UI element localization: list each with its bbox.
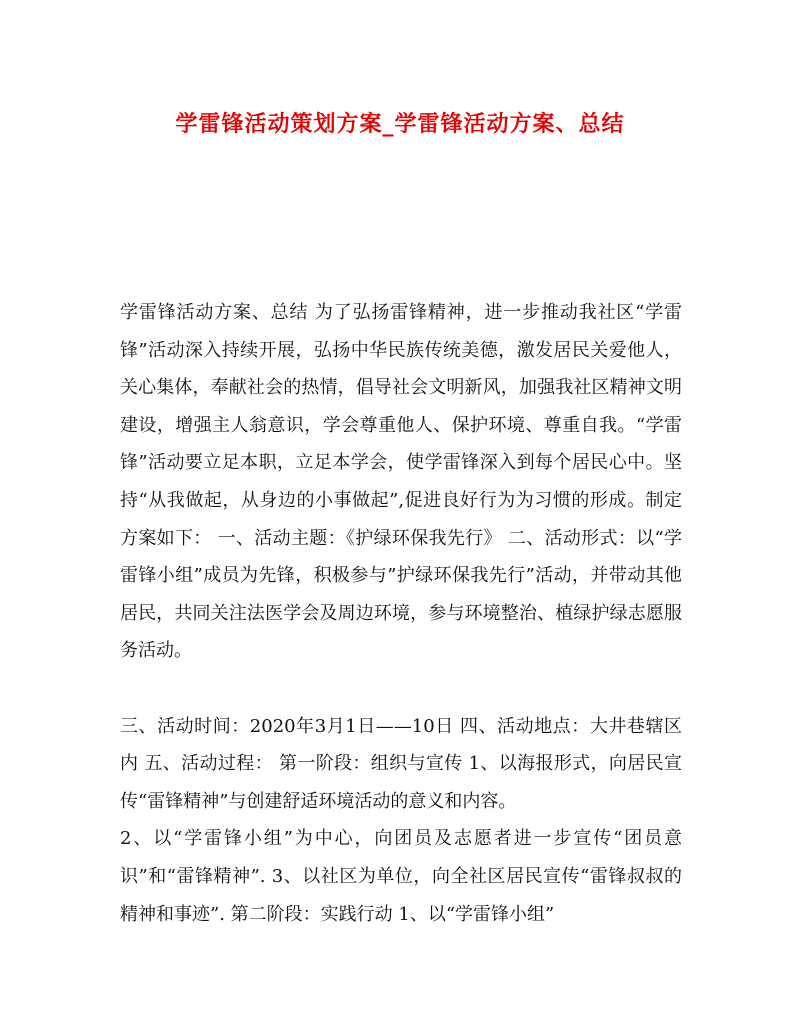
body-paragraph-3: 2、以“学雷锋小组”为中心，向团员及志愿者进一步宣传“团员意识”和“雷锋精神”. 3、以社区为单位，向全社区居民宣传“雷锋叔叔的精神和事迹”. 第二阶段：实践行动 1、以“学雷锋小组” [120, 828, 682, 925]
body-paragraph-2: 三、活动时间：2020年3月1日——10日 四、活动地点：大井巷辖区内 五、活动过程： 第一阶段：组织与宣传 1、以海报形式，向居民宣传“雷锋精神”与创建舒适环境活动的意义和内容。 [120, 715, 682, 812]
body-paragraph-1: 学雷锋活动方案、总结 为了弘扬雷锋精神，进一步推动我社区“学雷锋”活动深入持续开展，弘扬中华民族传统美德，激发居民关爱他人，关心集体，奉献社会的热情，倡导社会文明新风，加强我社区精神文明建设，增强主人翁意识，学会尊重他人、保护环境、尊重自我。“学雷锋”活动要立足本职，立足本学会，使学雷锋深入到每个居民心中。坚持“从我做起，从身边的小事做起”,促进良好行为为习惯的形成。制定方案如下： 一、活动主题：《护绿环保我先行》 二、活动形式：以“学雷锋小组”成员为先锋，积极参与”护绿环保我先行”活动，并带动其他居民，共同关注法医学会及周边环境，参与环境整治、植绿护绿志愿服务活动。 [120, 302, 682, 662]
document-title: 学雷锋活动策划方案_学雷锋活动方案、总结 [175, 111, 625, 137]
document-body [120, 294, 682, 933]
